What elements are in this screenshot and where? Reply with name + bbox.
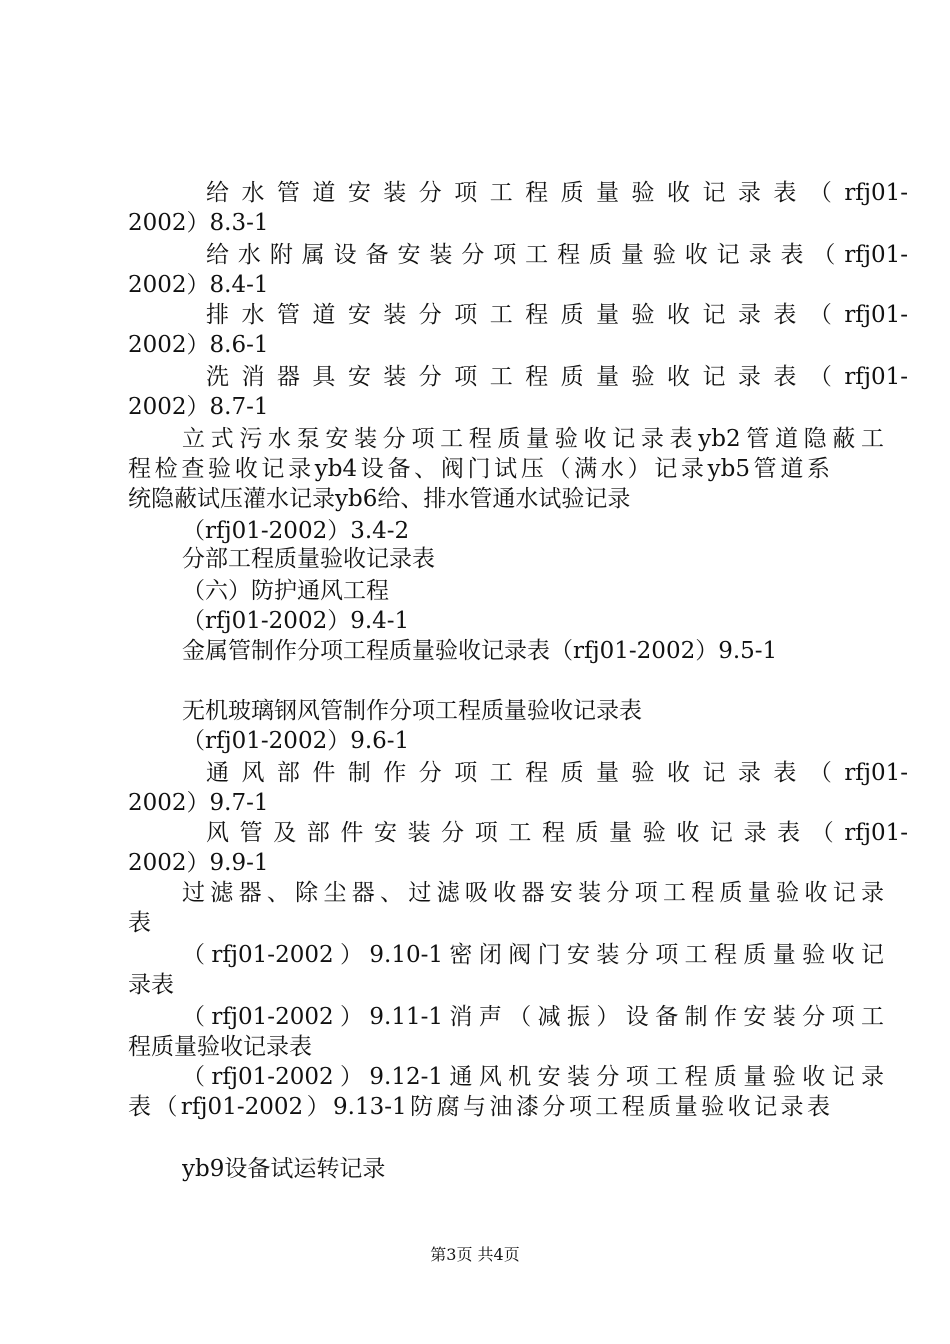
text-line: （rfj01-2002）9.10-1密闭阀门安装分项工程质量验收记 — [182, 942, 884, 968]
text-line: （rfj01-2002）9.6-1 — [182, 728, 410, 754]
text-line: 2002）8.4-1 — [128, 272, 269, 298]
text-line: 录表 — [128, 972, 174, 998]
text-line: （rfj01-2002）9.12-1通风机安装分项工程质量验收记录 — [182, 1064, 884, 1090]
text-line: 金属管制作分项工程质量验收记录表（rfj01-2002）9.5-1 — [182, 638, 778, 664]
text-line: 表 — [128, 910, 151, 936]
text-line: 分部工程质量验收记录表 — [182, 546, 435, 572]
text-line: （六）防护通风工程 — [182, 578, 389, 604]
text-line: （rfj01-2002）3.4-2 — [182, 518, 410, 544]
text-line: 洗消器具安装分项工程质量验收记录表（rfj01- — [206, 364, 908, 390]
text-line: 2002）8.3-1 — [128, 210, 269, 236]
page-number-footer: 第3页 共4页 — [430, 1245, 520, 1264]
text-line: （rfj01-2002）9.4-1 — [182, 608, 410, 634]
text-line: 排水管道安装分项工程质量验收记录表（rfj01- — [206, 302, 908, 328]
text-line: yb9设备试运转记录 — [182, 1156, 386, 1182]
text-line: 通风部件制作分项工程质量验收记录表（rfj01- — [206, 760, 908, 786]
text-line: 风管及部件安装分项工程质量验收记录表（rfj01- — [206, 820, 908, 846]
text-line: 2002）9.9-1 — [128, 850, 269, 876]
text-line: （rfj01-2002）9.11-1消声（减振）设备制作安装分项工 — [182, 1004, 884, 1030]
text-line: 2002）8.6-1 — [128, 332, 269, 358]
text-line: 表（rfj01-2002）9.13-1防腐与油漆分项工程质量验收记录表 — [128, 1094, 830, 1120]
text-line: 统隐蔽试压灌水记录yb6给、排水管通水试验记录 — [128, 486, 631, 512]
text-line: 立式污水泵安装分项工程质量验收记录表yb2管道隐蔽工 — [182, 426, 884, 452]
text-line: 程检查验收记录yb4设备、阀门试压（满水）记录yb5管道系 — [128, 456, 830, 482]
text-line: 过滤器、除尘器、过滤吸收器安装分项工程质量验收记录 — [182, 880, 884, 906]
text-line: 程质量验收记录表 — [128, 1034, 312, 1060]
text-line: 2002）8.7-1 — [128, 394, 269, 420]
text-line: 2002）9.7-1 — [128, 790, 269, 816]
text-line: 给水管道安装分项工程质量验收记录表（rfj01- — [206, 180, 908, 206]
text-line: 给水附属设备安装分项工程质量验收记录表（rfj01- — [206, 242, 908, 268]
text-line: 无机玻璃钢风管制作分项工程质量验收记录表 — [182, 698, 642, 724]
